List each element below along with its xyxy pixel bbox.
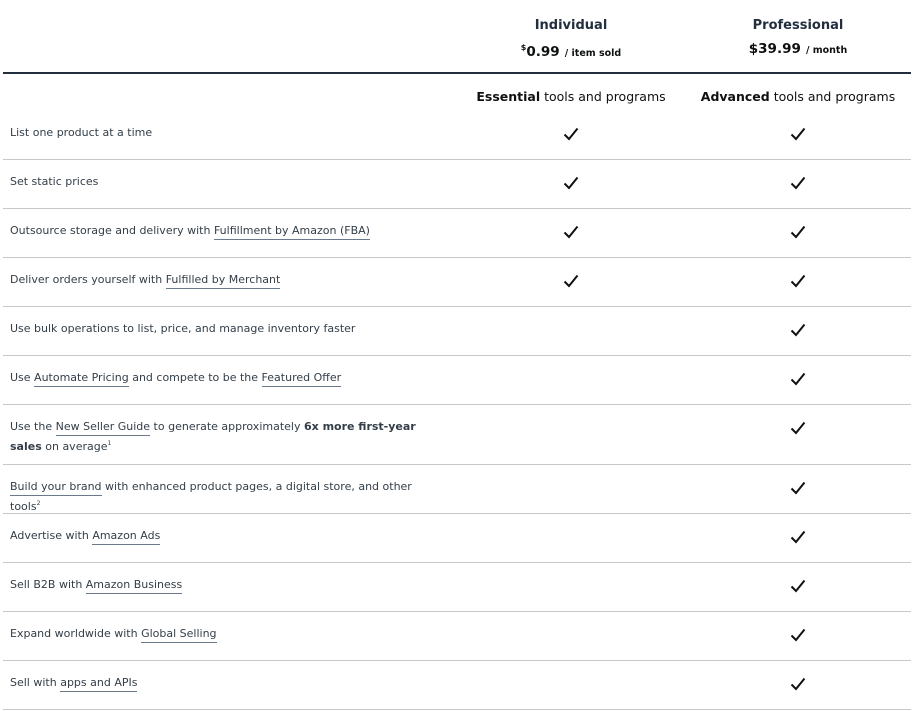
feature-text: Deliver orders yourself with (10, 273, 166, 286)
plan-header-professional (683, 17, 913, 61)
check-icon (790, 628, 806, 642)
check-icon (790, 421, 806, 435)
feature-label (10, 478, 430, 515)
new-seller-guide-link[interactable]: New Seller Guide (56, 420, 150, 436)
global-selling-link[interactable]: Global Selling (141, 627, 216, 643)
fulfilled-by-merchant-link[interactable]: Fulfilled by Merchant (166, 273, 281, 289)
fba-link[interactable]: Fulfillment by Amazon (FBA) (214, 224, 370, 240)
feature-text: Set static prices (10, 175, 99, 188)
check-icon (790, 176, 806, 190)
amazon-business-link[interactable]: Amazon Business (86, 578, 182, 594)
footnote-marker[interactable]: 2 (36, 500, 41, 507)
check-icon (790, 127, 806, 141)
price-amount: 39.99 (758, 41, 801, 57)
price-amount: 0.99 (526, 44, 560, 60)
currency-symbol: $ (520, 43, 527, 52)
feature-label (10, 369, 430, 386)
price-unit: / item sold (564, 48, 622, 59)
feature-text: Expand worldwide with (10, 627, 142, 640)
feature-highlight: 6x more first-year sales (10, 420, 416, 453)
feature-row (3, 258, 911, 307)
feature-text: Use the (10, 420, 56, 433)
automate-pricing-link[interactable]: Automate Pricing (34, 371, 129, 387)
feature-row (3, 209, 911, 258)
amazon-ads-link[interactable]: Amazon Ads (92, 529, 160, 545)
feature-text: to generate approximately (150, 420, 304, 433)
check-icon (790, 372, 806, 386)
feature-label (10, 124, 430, 141)
feature-text: Sell with (10, 676, 61, 689)
plan-header-individual (456, 17, 686, 64)
build-your-brand-link[interactable]: Build your brand (10, 480, 102, 496)
feature-text: Use (10, 371, 35, 384)
tools-heading-professional (683, 88, 913, 106)
check-icon (790, 677, 806, 691)
feature-row (3, 356, 911, 405)
feature-text: and compete to be the (128, 371, 262, 384)
feature-row (3, 405, 911, 465)
feature-text: with enhanced product pages, a digital store, and other tools (10, 480, 412, 513)
feature-text: Sell B2B with (10, 578, 86, 591)
check-icon (790, 579, 806, 593)
check-icon (790, 225, 806, 239)
feature-text: Use bulk operations to list, price, and manage inventory faster (10, 322, 356, 335)
tools-heading-individual (456, 88, 686, 106)
plan-price-professional (683, 38, 913, 61)
currency-symbol: $ (748, 41, 759, 57)
feature-label (10, 173, 430, 190)
featured-offer-link[interactable]: Featured Offer (262, 371, 342, 387)
feature-label (10, 527, 430, 544)
header-divider (3, 72, 911, 74)
tools-level: Advanced (700, 89, 770, 104)
footnote-marker[interactable]: 1 (107, 440, 112, 447)
check-icon (790, 274, 806, 288)
check-icon (563, 274, 579, 288)
feature-text: on average (41, 440, 108, 453)
feature-label (10, 320, 430, 337)
feature-row (3, 111, 911, 160)
check-icon (563, 127, 579, 141)
feature-label (10, 674, 430, 691)
price-unit: / month (805, 45, 848, 56)
feature-row (3, 661, 911, 710)
feature-row (3, 514, 911, 563)
feature-label (10, 222, 430, 239)
feature-label (10, 418, 430, 455)
feature-row (3, 612, 911, 661)
tools-text: tools and programs (769, 89, 896, 104)
tools-text: tools and programs (540, 89, 666, 104)
feature-row (3, 160, 911, 209)
plan-price-individual (456, 38, 686, 64)
feature-table (3, 111, 911, 710)
feature-label (10, 271, 430, 288)
feature-row (3, 307, 911, 356)
feature-label (10, 576, 430, 593)
check-icon (790, 481, 806, 495)
check-icon (790, 323, 806, 337)
feature-row (3, 465, 911, 514)
feature-label (10, 625, 430, 642)
feature-text: Advertise with (10, 529, 93, 542)
check-icon (563, 225, 579, 239)
feature-text: Outsource storage and delivery with (10, 224, 214, 237)
check-icon (563, 176, 579, 190)
tools-level: Essential (476, 89, 541, 104)
feature-text: List one product at a time (10, 126, 153, 139)
check-icon (790, 530, 806, 544)
plan-name-professional: Professional (752, 18, 844, 33)
plan-name-individual: Individual (534, 18, 608, 33)
apps-and-apis-link[interactable]: apps and APIs (60, 676, 137, 692)
feature-row (3, 563, 911, 612)
